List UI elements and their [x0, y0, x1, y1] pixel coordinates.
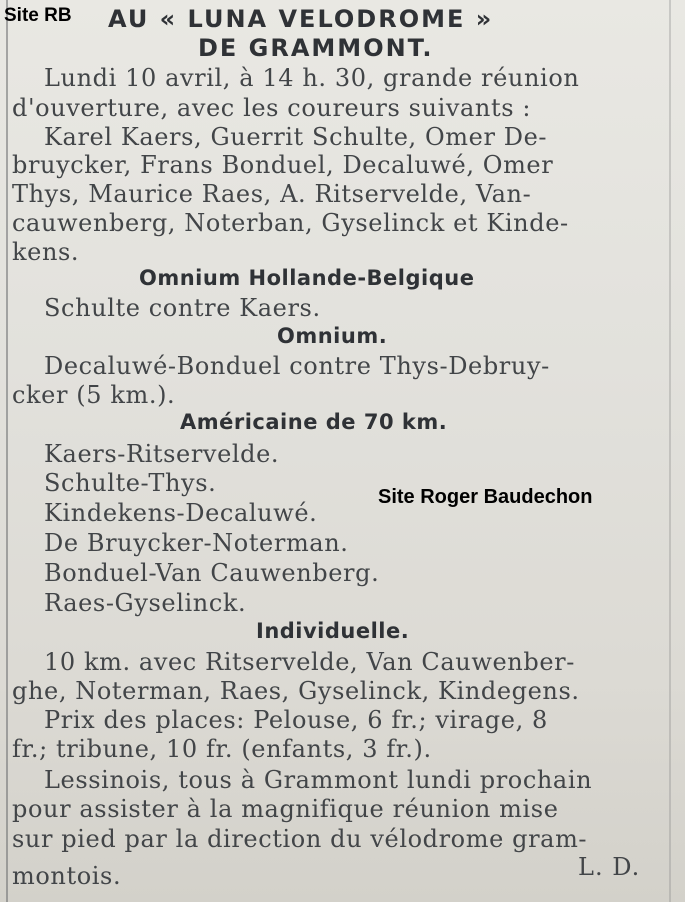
intro-line: kens. — [12, 238, 80, 266]
closing-line: sur pied par la direction du vélodrome gram- — [12, 825, 588, 853]
team-line: Kaers-Ritservelde. — [44, 440, 280, 468]
intro-line: cauwenberg, Noterban, Gyselinck et Kinde- — [12, 209, 569, 237]
race-line: Schulte contre Kaers. — [44, 294, 321, 322]
intro-line: d'ouverture, avec les coureurs suivants : — [12, 94, 532, 122]
closing-line: fr.; tribune, 10 fr. (enfants, 3 fr.). — [12, 735, 432, 763]
team-line: Schulte-Thys. — [44, 469, 217, 497]
closing-line: Lessinois, tous à Grammont lundi prochain — [44, 766, 593, 794]
column-rule-left — [6, 0, 8, 902]
watermark-site-rb: Site RB — [4, 5, 72, 26]
closing-line: 10 km. avec Ritservelde, Van Cauwenber- — [44, 648, 575, 676]
team-line: Kindekens-Decaluwé. — [44, 499, 318, 527]
team-line: Bonduel-Van Cauwenberg. — [44, 559, 380, 587]
heading-omnium-hollande-belgique: Omnium Hollande-Belgique — [139, 266, 475, 290]
team-line: Raes-Gyselinck. — [44, 589, 247, 617]
team-line: De Bruycker-Noterman. — [44, 529, 349, 557]
heading-individuelle: Individuelle. — [256, 619, 410, 643]
closing-line: montois. — [12, 862, 122, 890]
article-title-line2: DE GRAMMONT. — [198, 34, 434, 62]
intro-line: Karel Kaers, Guerrit Schulte, Omer De- — [44, 123, 548, 151]
heading-omnium: Omnium. — [277, 324, 388, 348]
article-title-line1: AU « LUNA VELODROME » — [108, 5, 494, 33]
author-signature: L. D. — [578, 853, 641, 881]
race-line: Decaluwé-Bonduel contre Thys-Debruy- — [44, 352, 550, 380]
closing-line: pour assister à la magnifique réunion mise — [12, 795, 559, 823]
intro-line: Lundi 10 avril, à 14 h. 30, grande réunion — [44, 64, 580, 92]
intro-line: Thys, Maurice Raes, A. Ritservelde, Van- — [12, 180, 532, 208]
closing-line: ghe, Noterman, Raes, Gyselinck, Kindegens. — [12, 677, 580, 705]
race-line: cker (5 km.). — [12, 381, 176, 409]
watermark-site-roger-baudechon: Site Roger Baudechon — [378, 486, 593, 508]
closing-line: Prix des places: Pelouse, 6 fr.; virage, 8 — [44, 706, 548, 734]
intro-line: bruycker, Frans Bonduel, Decaluwé, Omer — [12, 151, 554, 179]
heading-americaine: Américaine de 70 km. — [180, 410, 448, 434]
column-rule-right — [669, 0, 671, 902]
